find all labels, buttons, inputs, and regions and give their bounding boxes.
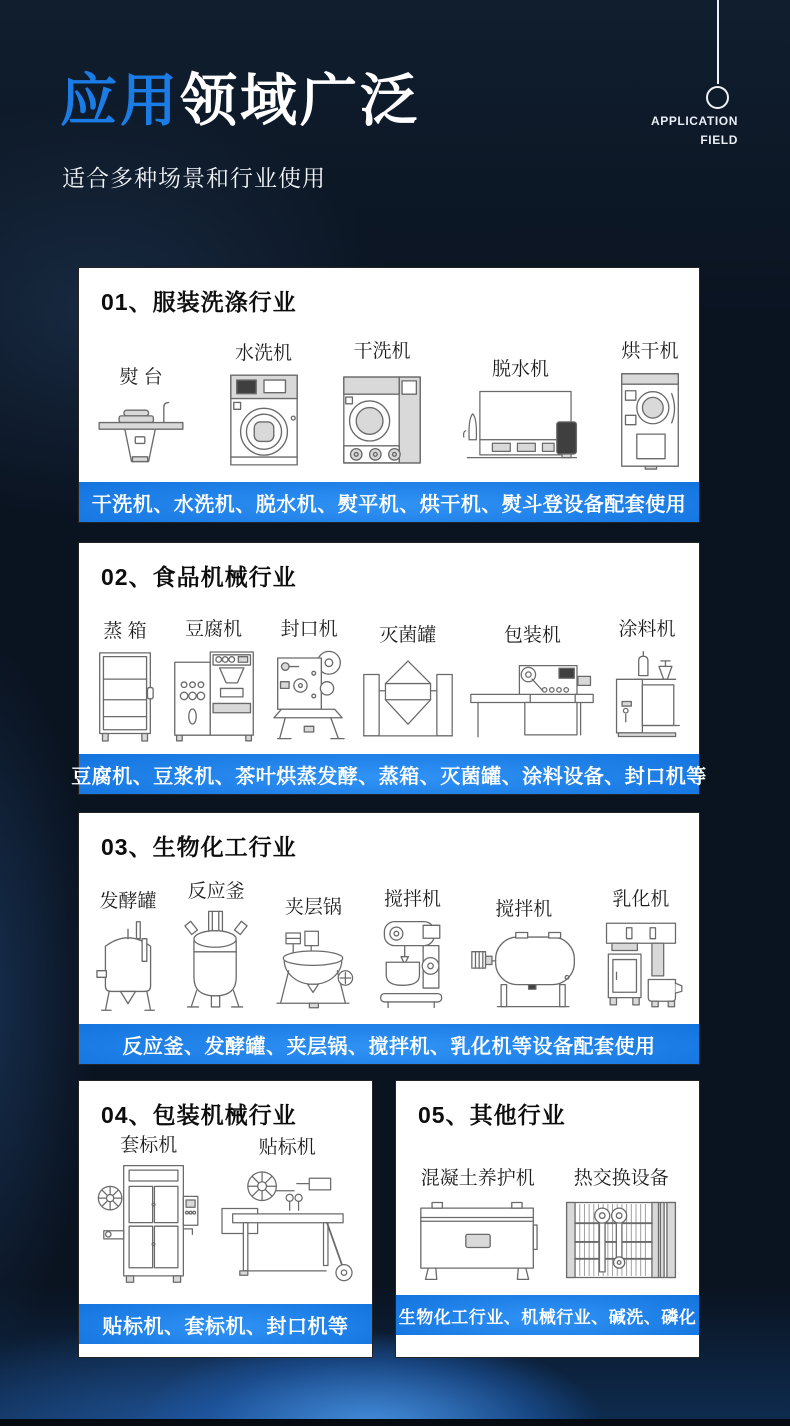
equipment-label: 搅拌机 xyxy=(495,899,553,920)
sleeve-labeling-machine-icon xyxy=(96,1162,202,1294)
equipment-label: 蒸 箱 xyxy=(103,621,147,642)
equipment-row-01 xyxy=(79,336,699,472)
equipment-label: 熨 台 xyxy=(119,367,163,388)
equipment-item xyxy=(415,1163,541,1285)
page-subtitle: 适合多种场景和行业使用 xyxy=(62,165,326,191)
tofu-machine-icon xyxy=(171,646,257,744)
equipment-label: 豆腐机 xyxy=(185,619,243,640)
equipment-item xyxy=(182,876,250,1014)
equipment-item xyxy=(96,1130,202,1294)
equipment-item xyxy=(377,884,449,1014)
equipment-item xyxy=(340,336,424,472)
equipment-item xyxy=(462,354,580,472)
equipment-item xyxy=(219,1132,355,1294)
equipment-label: 乳化机 xyxy=(612,889,670,910)
section-card-04 xyxy=(78,1080,373,1358)
vertical-line-decoration xyxy=(717,0,719,84)
page-title xyxy=(60,70,420,133)
equipment-item xyxy=(470,894,578,1014)
equipment-label: 封口机 xyxy=(280,619,338,640)
fermentation-tank-icon xyxy=(95,918,161,1014)
sealing-machine-icon xyxy=(272,646,346,744)
packing-machine-icon xyxy=(469,652,595,744)
equipment-row-05 xyxy=(396,1163,699,1285)
section-cards xyxy=(71,267,707,1358)
section-card-02 xyxy=(71,542,707,795)
labeling-machine-icon xyxy=(219,1164,355,1294)
equipment-item xyxy=(272,614,346,744)
section-caption-bar-02: 豆腐机、豆浆机、茶叶烘蒸发酵、蒸箱、灭菌罐、涂料设备、封口机等 xyxy=(79,754,699,794)
tag-line-2: FIELD xyxy=(700,133,738,148)
equipment-label: 混凝土养护机 xyxy=(420,1168,535,1189)
equipment-label: 脱水机 xyxy=(491,359,549,380)
equipment-item xyxy=(95,616,155,744)
drying-machine-icon xyxy=(617,368,683,472)
equipment-label: 贴标机 xyxy=(258,1137,316,1158)
equipment-row-02 xyxy=(79,614,699,744)
washing-machine-icon xyxy=(225,370,303,472)
emulsifier-icon xyxy=(599,916,683,1014)
equipment-item xyxy=(271,892,355,1014)
steam-cabinet-icon xyxy=(95,648,155,744)
horizontal-mixer-icon xyxy=(470,926,578,1014)
equipment-item xyxy=(95,886,161,1014)
equipment-label: 搅拌机 xyxy=(384,889,442,910)
equipment-label: 干洗机 xyxy=(353,341,411,362)
equipment-label: 热交换设备 xyxy=(573,1168,669,1189)
equipment-label: 烘干机 xyxy=(621,341,679,362)
equipment-item xyxy=(562,1163,680,1285)
circle-decoration xyxy=(706,86,729,109)
section-card-01 xyxy=(78,267,700,523)
equipment-item xyxy=(617,336,683,472)
equipment-label: 包装机 xyxy=(503,625,561,646)
section-title-02: 02、食品机械行业 xyxy=(101,564,297,590)
section-card-05 xyxy=(395,1080,700,1358)
section-caption-bar-05: 生物化工行业、机械行业、碱洗、磷化 xyxy=(396,1295,699,1335)
dewatering-machine-icon xyxy=(462,386,580,472)
equipment-item xyxy=(599,884,683,1014)
section-title-01: 01、服装洗涤行业 xyxy=(101,289,297,315)
section-caption-bar-03: 反应釜、发酵罐、夹层锅、搅拌机、乳化机等设备配套使用 xyxy=(79,1024,699,1064)
section-title-04: 04、包装机械行业 xyxy=(101,1102,297,1128)
equipment-item xyxy=(611,614,683,744)
section-title-05: 05、其他行业 xyxy=(418,1102,566,1128)
section-cards-row xyxy=(78,1080,700,1358)
title-highlight: 应用 xyxy=(60,69,180,133)
equipment-item xyxy=(225,338,303,472)
equipment-label: 水洗机 xyxy=(234,343,292,364)
header-tag xyxy=(651,112,738,150)
title-rest: 领域广泛 xyxy=(180,69,420,133)
equipment-label: 反应釜 xyxy=(187,881,245,902)
equipment-item xyxy=(469,620,595,744)
equipment-row-04 xyxy=(79,1130,372,1294)
equipment-item xyxy=(362,620,454,744)
equipment-row-03 xyxy=(79,876,699,1014)
section-caption-bar-01: 干洗机、水洗机、脱水机、熨平机、烘干机、熨斗登设备配套使用 xyxy=(79,482,699,522)
equipment-label: 夹层锅 xyxy=(284,897,342,918)
equipment-label: 套标机 xyxy=(120,1135,178,1156)
reactor-icon xyxy=(182,908,250,1014)
stand-mixer-icon xyxy=(377,916,449,1014)
section-card-03 xyxy=(78,812,700,1065)
concrete-curing-machine-icon xyxy=(415,1195,541,1285)
coating-machine-icon xyxy=(611,646,683,744)
section-title-03: 03、生物化工行业 xyxy=(101,834,297,860)
sterilization-tank-icon xyxy=(362,652,454,744)
ironing-table-icon xyxy=(95,394,187,472)
bottom-edge-strip xyxy=(0,1419,790,1426)
equipment-item xyxy=(171,614,257,744)
section-caption-bar-04: 贴标机、套标机、封口机等 xyxy=(79,1304,372,1344)
equipment-label: 发酵罐 xyxy=(99,891,157,912)
jacketed-kettle-icon xyxy=(271,924,355,1014)
heat-exchanger-icon xyxy=(562,1195,680,1285)
equipment-label: 灭菌罐 xyxy=(379,625,437,646)
equipment-item xyxy=(95,362,187,472)
equipment-label: 涂料机 xyxy=(618,619,676,640)
tag-line-1: APPLICATION xyxy=(650,114,738,128)
dry-cleaning-machine-icon xyxy=(340,368,424,472)
